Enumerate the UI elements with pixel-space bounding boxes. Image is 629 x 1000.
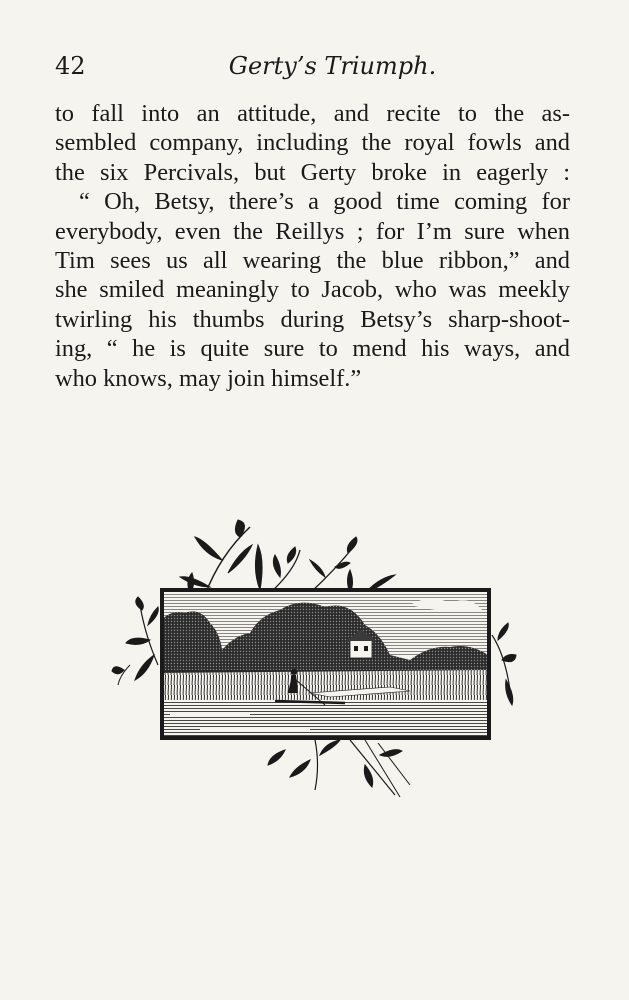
text-line: ing, “ he is quite sure to mend his ways, and xyxy=(55,335,570,363)
text-line: the six Percivals, but Gerty broke in eagerly : xyxy=(55,158,570,186)
landscape-scene xyxy=(162,590,489,738)
page-number: 42 xyxy=(55,52,86,80)
leaf-sprigs-left xyxy=(112,597,158,685)
body-text xyxy=(55,99,570,393)
page-header xyxy=(55,52,570,84)
leaf-sprigs-bottom xyxy=(268,740,410,797)
vignette-engraving xyxy=(110,515,520,805)
text-line: Tim sees us all wearing the blue ribbon,” and xyxy=(55,247,570,275)
text-line: everybody, even the Reillys ; for I’m sure when xyxy=(55,217,570,245)
running-title: Gerty’s Triumph. xyxy=(228,52,437,80)
text-line: sembled company, including the royal fowls and xyxy=(55,129,570,157)
text-line: to fall into an attitude, and recite to the as- xyxy=(55,100,570,127)
leaf-sprigs-right xyxy=(492,623,516,705)
leaf-sprigs-top xyxy=(180,520,395,595)
text-line: she smiled meaningly to Jacob, who was meekly xyxy=(55,276,570,304)
landscape-vignette xyxy=(110,515,520,805)
text-line: who knows, may join himself.” xyxy=(55,364,362,392)
text-line: twirling his thumbs during Betsy’s sharp-shoot- xyxy=(55,305,570,333)
text-line: “ Oh, Betsy, there’s a good time coming for xyxy=(79,188,570,216)
